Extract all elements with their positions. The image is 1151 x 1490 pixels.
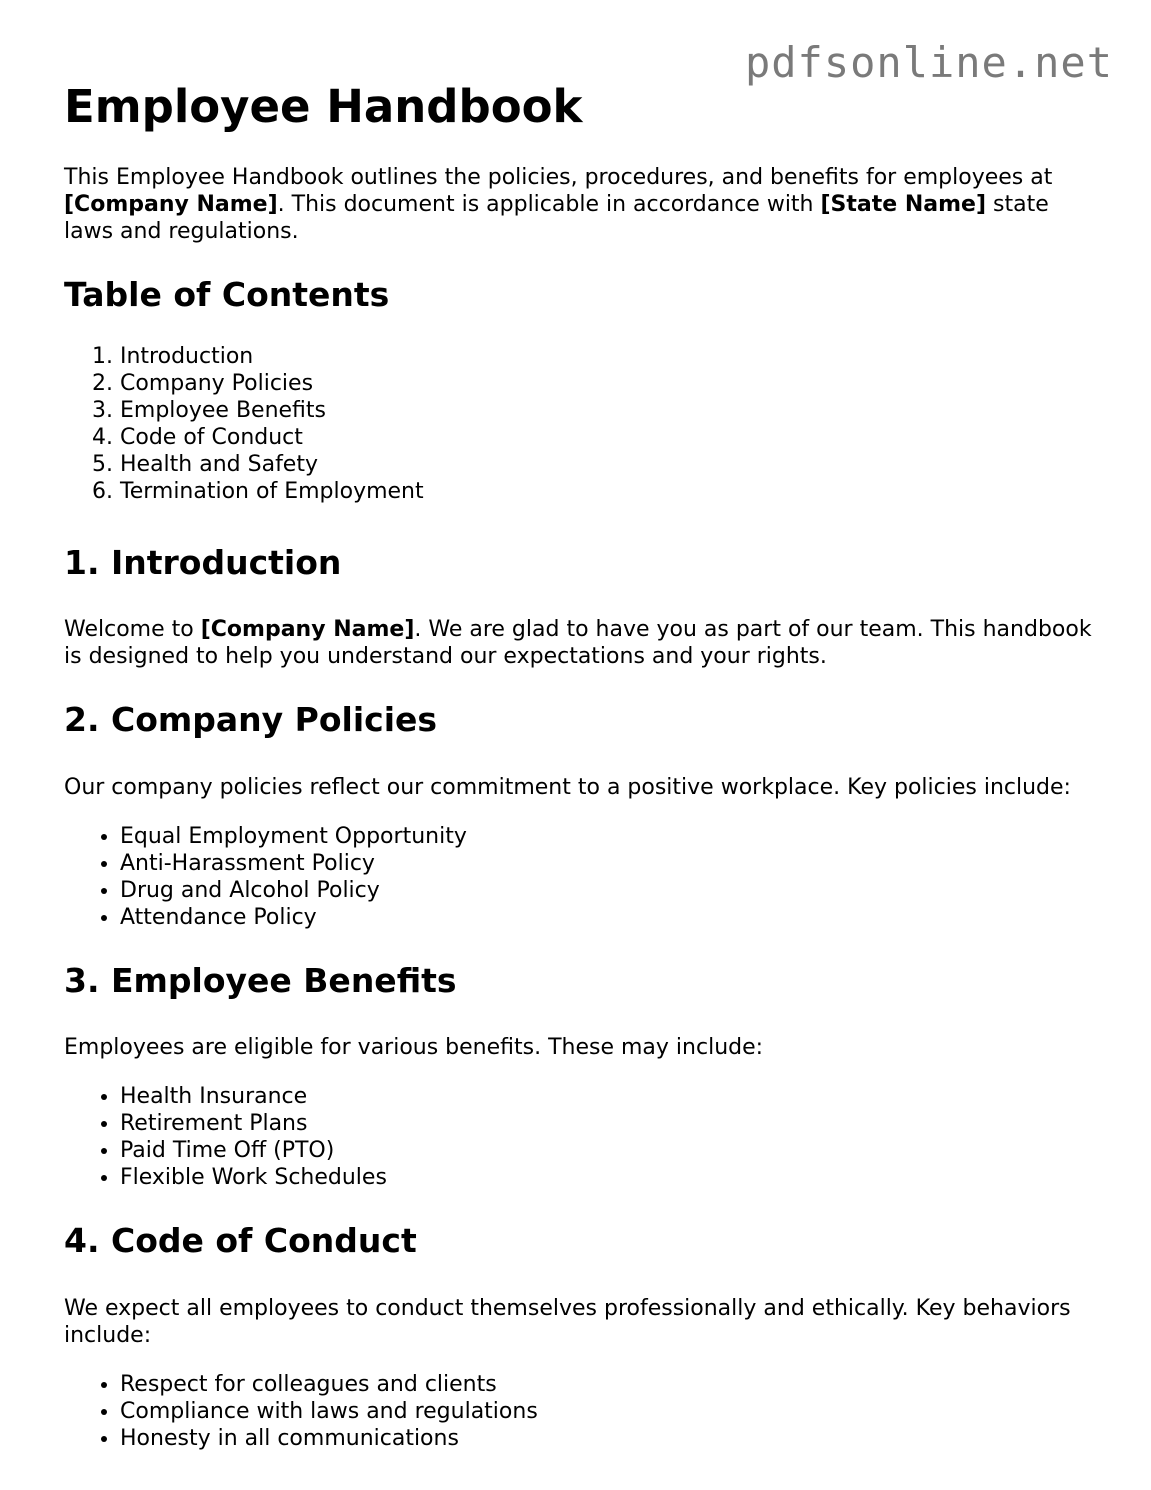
toc-item: 6. Termination of Employment <box>120 478 1094 505</box>
list-item: • Honesty in all communications <box>120 1425 1094 1452</box>
state-name-placeholder: [State Name] <box>820 192 987 217</box>
section-introduction-text-1: Welcome to <box>64 617 201 643</box>
company-name-placeholder: [Company Name] <box>200 617 415 643</box>
intro-text-1: This Employee Handbook outlines the policies, procedures, and benefits for employees at <box>64 165 1053 190</box>
section-introduction-heading: 1. Introduction <box>64 542 342 582</box>
intro-text-3: state laws and regulations. <box>64 192 1049 244</box>
section-benefits-text: Employees are eligible for various benefits. These may include: <box>64 1035 764 1061</box>
section-conduct-heading: 4. Code of Conduct <box>64 1221 417 1261</box>
benefits-list <box>64 1083 1094 1191</box>
toc-list <box>64 343 1094 505</box>
list-item: • Paid Time Off (PTO) <box>120 1137 1094 1164</box>
list-item: • Attendance Policy <box>120 904 1094 931</box>
document-page <box>64 80 1094 1482</box>
intro-text-2: . This document is applicable in accordance with <box>277 192 821 217</box>
toc-heading: Table of Contents <box>64 275 390 314</box>
toc-item: 1. Introduction <box>120 343 1094 370</box>
section-benefits-heading: 3. Employee Benefits <box>64 960 457 1000</box>
company-name-placeholder: [Company Name] <box>64 192 278 217</box>
list-item: • Retirement Plans <box>120 1110 1094 1137</box>
list-item: • Drug and Alcohol Policy <box>120 877 1094 904</box>
toc-item: 2. Company Policies <box>120 370 1094 397</box>
watermark: pdfsonline.net <box>744 38 1113 87</box>
policies-list <box>64 823 1094 931</box>
section-conduct-text: We expect all employees to conduct themselves professionally and ethically. Key behaviors include: <box>64 1295 1071 1348</box>
section-policies-heading: 2. Company Policies <box>64 700 438 740</box>
list-item: • Flexible Work Schedules <box>120 1164 1094 1191</box>
section-policies-text: Our company policies reflect our commitment to a positive workplace. Key policies include: <box>64 774 1071 800</box>
list-item: • Compliance with laws and regulations <box>120 1398 1094 1425</box>
page-title: Employee Handbook <box>64 80 583 133</box>
toc-item: 3. Employee Benefits <box>120 397 1094 424</box>
list-item: • Equal Employment Opportunity <box>120 823 1094 850</box>
list-item: • Respect for colleagues and clients <box>120 1371 1094 1398</box>
list-item: • Health Insurance <box>120 1083 1094 1110</box>
section-introduction-text-2: . We are glad to have you as part of our team. This handbook is designed to help you understand our expectations and your rights. <box>64 617 1092 670</box>
toc-item: 4. Code of Conduct <box>120 424 1094 451</box>
toc-item: 5. Health and Safety <box>120 451 1094 478</box>
section-introduction-text <box>64 616 1094 670</box>
intro-paragraph <box>64 164 1094 245</box>
list-item: • Anti-Harassment Policy <box>120 850 1094 877</box>
conduct-list <box>64 1371 1094 1452</box>
